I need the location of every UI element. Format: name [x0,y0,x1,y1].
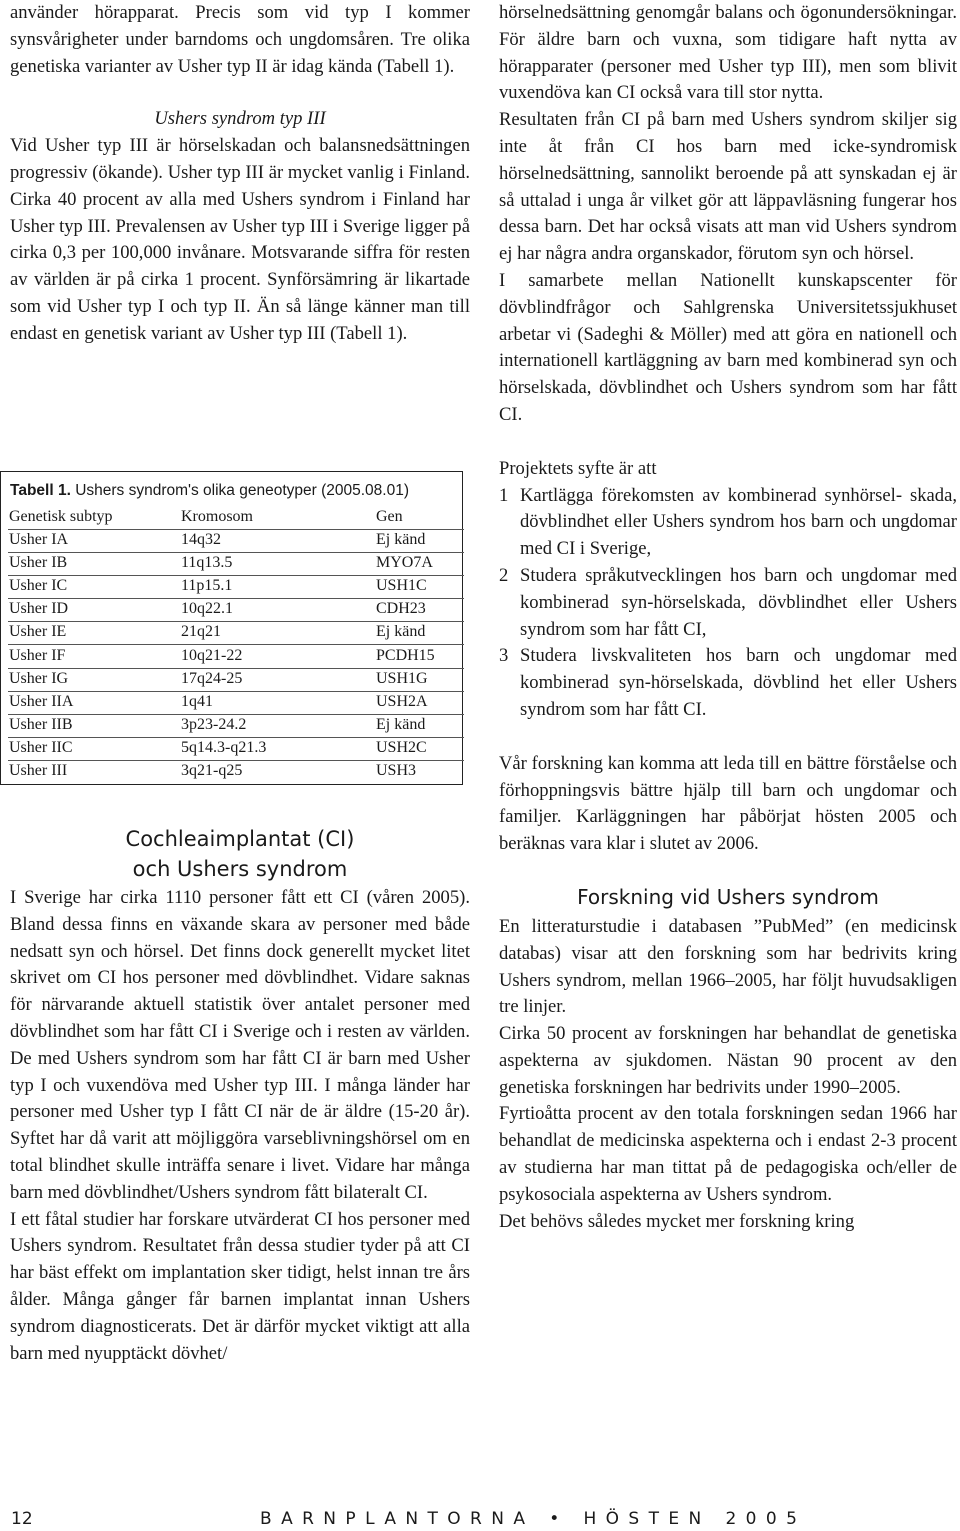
aims-list [499,483,957,724]
cell-chromosome: 11p15.1 [181,577,233,595]
cell-gene: USH1C [376,577,427,595]
header-subtype: Genetisk subtyp [9,508,113,525]
cell-subtype: Usher IG [9,669,69,687]
cell-chromosome: 3p23-24.2 [181,715,247,733]
table-header-row [8,506,464,530]
research-heading: Forskning vid Ushers syndrom [577,884,879,909]
cell-chromosome: 11q13.5 [181,554,233,572]
cell-gene: MYO7A [376,554,433,572]
cell-chromosome: 10q21-22 [181,646,243,664]
cochlea-heading-line1: Cochleaimplantat (CI) [125,827,355,851]
aim-text: Kartlägga förekomsten av kombinerad synhörsel- skada, dövblindhet eller Ushers syndrom hos barn och ungdomar med CI i Sverige, [520,484,957,560]
cell-subtype: Usher IIC [9,738,73,756]
intro-paragraph: använder hörapparat. Precis som vid typ I kommer synsvårigheter under barndoms och ungdomsåren. Tre olika genetiska varianter av Usher typ II är idag kända (Tabell 1). [10,2,470,77]
cell-subtype: Usher IIA [9,692,74,710]
header-chromosome: Kromosom [181,508,253,525]
cochlea-heading [100,824,380,884]
cell-chromosome: 3q21-q25 [181,762,243,779]
aims-intro: Projektets syfte är att [499,457,657,479]
cochlea-paragraph-2: I ett fåtal studier har forskare utvärderat CI hos personer med Ushers syndrom. Resultatet från dessa studier tyder på att CI har bäst effekt om implantation sker tidigt, helst innan tre års ålder. Många gånger får barnen implantat innan Ushers syndrom diagnosticerats. Det är därför mycket viktigt att alla barn med nyupptäckt dövhet/ [10,1208,470,1364]
cell-gene: USH2C [376,738,427,756]
left-column-bottom [10,885,470,1367]
cell-gene: Ej känd [376,531,426,548]
usher3-paragraph: Vid Usher typ III är hörselskadan och balansnedsättningen progressiv (ökande). Usher typ III är mycket vanlig i Finland. Cirka 40 procent av alla med Ushers syndrom i Finland har Usher typ III. Prevalensen av Usher typ III i Sverige ligger på cirka 0,3 per 100,000 invånare. Motsvarande siffra för resten av världen är på cirka 1 procent. Synförsämring är likartade som vid Usher typ I och typ II. Än så länge känner man till endast en genetisk variant av Usher typ III (Tabell 1). [10,135,470,344]
table-row [8,691,464,715]
aim-number: 3 [499,645,509,667]
right-paragraph-3: I samarbete mellan Nationellt kunskapscenter för dövblindfrågor och Sahlgrenska Universitetssjukhuset arbetar vi (Sadeghi & Möller) med att göra en nationell och internationell kartläggning av barn med kombinerad syn och hörselskada, dövblindhet och Ushers syndrom som har fått CI. [499,269,957,425]
cochlea-heading-line2: och Ushers syndrom [132,857,348,881]
table-row [8,760,464,783]
cell-chromosome: 14q32 [181,531,221,548]
research-paragraph-1: En litteraturstudie i databasen ”PubMed” (en medicinsk databas) visar att den forskning som har bedrivits kring Ushers syndrom, mellan 1966–2005, har följt huvudsakligen tre linjer. [499,915,957,1018]
cochlea-paragraph-1: I Sverige har cirka 1110 personer fått ett CI (våren 2005). Bland dessa finns en växande skara av personer med både nedsatt syn och hörsel. Det finns dock generellt mycket litet skrivet om CI hos personer med dövblindhet. Vidare saknas för närvarande aktuell statistik över antalet personer med dövblindhet som har fått CI i Sverige och i resten av världen. De med Ushers syndrom som har fått CI är barn med Usher typ I och vuxendöva med Usher typ III. I många länder har personer med Usher typ I fått CI när de är äldre (15-20 år). Syftet har då varit att möjliggöra varseblivningshörsel om en total blindhet skulle inträffa senare i livet. Vidare har många barn med dövblindhet/Ushers syndrom fått bilateralt CI. [10,887,470,1203]
cell-gene: Ej känd [376,623,426,641]
cell-chromosome: 1q41 [181,692,213,710]
research-paragraph-4: Det behövs således mycket mer forskning kring [499,1210,855,1232]
aim-number: 2 [499,564,509,586]
cell-subtype: Usher III [9,762,68,779]
table-caption-label: Tabell 1. [10,482,71,499]
cell-chromosome: 17q24-25 [181,669,243,687]
cell-subtype: Usher IA [9,531,69,548]
research-paragraph-3: Fyrtioåtta procent av den totala forskningen sedan 1966 har behandlat de medicinska aspekterna och i endast 2-3 procent av studierna har man tittat på de pedagogiska och/eller de psykosociala aspekterna av Ushers syndrom. [499,1103,957,1205]
magazine-title: BARNPLANTORNA • HÖSTEN 2005 [260,1509,807,1529]
table-row [8,575,464,599]
cell-subtype: Usher IE [9,623,67,641]
table-caption [10,482,409,500]
aim-number: 1 [499,484,509,506]
cell-gene: USH2A [376,692,428,710]
page-footer [0,1507,960,1531]
cell-chromosome: 21q21 [181,623,221,641]
cell-gene: USH1G [376,669,428,687]
table-row [8,552,464,576]
cell-gene: USH3 [376,762,417,779]
table-row [8,645,464,669]
right-paragraph-2: Resultaten från CI på barn med Ushers syndrom skiljer sig inte åt från CI hos barn med icke-syndromisk hörselnedsättning, sannolikt beroende på att synskadan ej är så uttalad i unga år vilket gör att läppavläsning fungerar hos dessa barn. Det har också visats att man vid Ushers syndrom ej har några andra organskador, förutom syn och hörsel. [499,109,957,265]
table-caption-text: Ushers syndrom's olika geneotyper (2005.08.01) [75,482,409,499]
table-row [8,668,464,692]
aim-item [499,563,957,643]
cell-subtype: Usher IB [9,554,68,572]
aim-item [499,643,957,723]
table-row [8,598,464,622]
table-row [8,621,464,645]
left-column [10,0,470,348]
table-row [8,714,464,738]
page-number: 12 [11,1509,33,1529]
cell-subtype: Usher ID [9,600,69,618]
right-paragraph-4: Vår forskning kan komma att leda till en bättre förståelse och förhoppningsvis bättre hjälp till barn och ungdomar och familjer. Karläggningen har påbörjat hösten 2005 och beräknas vara klar i slutet av 2006. [499,752,957,855]
cell-gene: CDH23 [376,600,426,618]
right-column [499,0,957,1235]
right-paragraph-1: hörselnedsättning genomgår balans och ögonundersökningar. För äldre barn och vuxna, som tidigare haft nytta av hörapparater (personer med Usher typ III), men som blivit vuxendöva kan CI också vara till stor nytta. [499,2,957,104]
aim-item [499,483,957,563]
aim-text: Studera livskvaliteten hos barn och ungdomar med kombinerad syn-hörselskada, dövblind het eller Ushers syndrom som har fått CI. [520,645,957,720]
cell-gene: Ej känd [376,715,426,733]
table-row [8,529,464,553]
genotype-table [0,471,463,785]
cell-chromosome: 5q14.3-q21.3 [181,738,267,756]
table-row [8,737,464,761]
header-gene: Gen [376,508,403,525]
usher3-heading: Ushers syndrom typ III [154,108,326,130]
research-paragraph-2: Cirka 50 procent av forskningen har behandlat de genetiska aspekterna av sjukdomen. Nästan 90 procent av den genetiska forskningen har bedrivits under 1990–2005. [499,1023,957,1098]
cell-subtype: Usher IIB [9,715,73,733]
aim-text: Studera språkutvecklingen hos barn och ungdomar med kombinerad syn-hörselskada, dövblindhet eller Ushers syndrom som har fått CI, [520,564,957,640]
cell-subtype: Usher IF [9,646,66,664]
cell-subtype: Usher IC [9,577,68,595]
cell-gene: PCDH15 [376,646,435,664]
cell-chromosome: 10q22.1 [181,600,233,618]
